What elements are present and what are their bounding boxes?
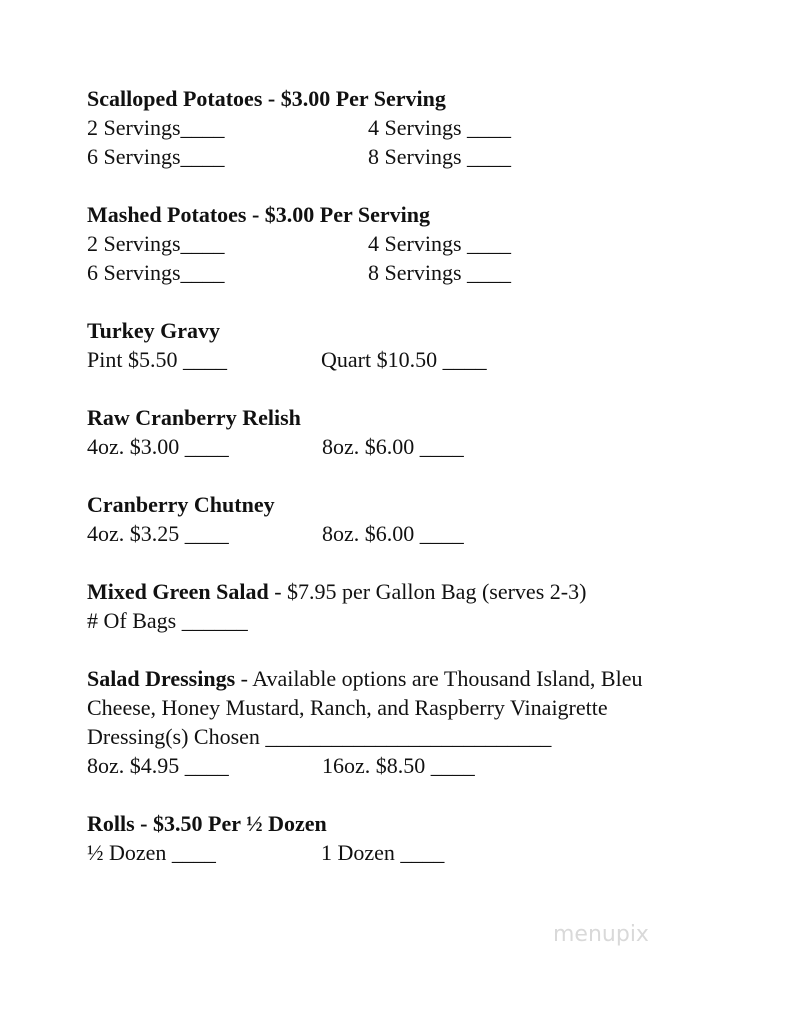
- mashed-potatoes-section: [87, 200, 737, 287]
- section-title: Salad Dressings: [87, 666, 236, 691]
- order-row: [87, 345, 737, 374]
- cranberry-chutney-section: [87, 490, 737, 548]
- section-heading: [87, 664, 687, 722]
- scalloped-potatoes-section: [87, 84, 737, 171]
- order-row: [87, 229, 737, 258]
- order-option[interactable]: Pint $5.50 ____: [87, 347, 227, 372]
- salad-dressings-section: [87, 664, 737, 780]
- raw-cranberry-relish-section: [87, 403, 737, 461]
- order-row: [87, 432, 737, 461]
- order-option[interactable]: 8oz. $6.00 ____: [322, 434, 464, 459]
- order-row: [87, 838, 737, 867]
- order-row: [87, 113, 737, 142]
- order-option[interactable]: 6 Servings____: [87, 260, 225, 285]
- order-option[interactable]: Quart $10.50 ____: [321, 347, 487, 372]
- menupix-watermark: menupix: [553, 922, 649, 947]
- order-row: [87, 519, 737, 548]
- order-row: [87, 258, 737, 287]
- section-title: Rolls - $3.50 Per ½ Dozen: [87, 811, 327, 836]
- order-option[interactable]: 8oz. $6.00 ____: [322, 521, 464, 546]
- bag-count-field[interactable]: # Of Bags ______: [87, 608, 248, 633]
- order-option[interactable]: 1 Dozen ____: [321, 840, 445, 865]
- order-option[interactable]: 8 Servings ____: [368, 144, 511, 169]
- section-title: Mashed Potatoes - $3.00 Per Serving: [87, 202, 430, 227]
- section-title: Scalloped Potatoes - $3.00 Per Serving: [87, 86, 446, 111]
- order-option[interactable]: 16oz. $8.50 ____: [322, 753, 475, 778]
- section-title: Mixed Green Salad: [87, 579, 269, 604]
- order-option[interactable]: 2 Servings____: [87, 115, 225, 140]
- order-option[interactable]: 2 Servings____: [87, 231, 225, 256]
- order-option[interactable]: 4 Servings ____: [368, 231, 511, 256]
- order-option[interactable]: 4oz. $3.00 ____: [87, 434, 229, 459]
- section-description: - $7.95 per Gallon Bag (serves 2-3): [268, 579, 587, 604]
- order-row: [87, 751, 737, 780]
- order-option[interactable]: 4oz. $3.25 ____: [87, 521, 229, 546]
- order-option[interactable]: 8oz. $4.95 ____: [87, 753, 229, 778]
- section-heading: [87, 577, 737, 606]
- order-option[interactable]: 8 Servings ____: [368, 260, 511, 285]
- order-option[interactable]: 6 Servings____: [87, 144, 225, 169]
- dressing-chosen-field[interactable]: Dressing(s) Chosen __________________________: [87, 724, 552, 749]
- section-title: Raw Cranberry Relish: [87, 405, 301, 430]
- section-description: - Available options are Thousand Island, Bleu Cheese, Honey Mustard, Ranch, and Raspberry Vinaigrette: [87, 666, 643, 720]
- rolls-section: [87, 809, 737, 867]
- turkey-gravy-section: [87, 316, 737, 374]
- menu-page: [87, 84, 737, 896]
- order-option[interactable]: 4 Servings ____: [368, 115, 511, 140]
- order-row: [87, 606, 737, 635]
- mixed-green-salad-section: [87, 577, 737, 635]
- order-row: [87, 142, 737, 171]
- section-title: Cranberry Chutney: [87, 492, 275, 517]
- section-title: Turkey Gravy: [87, 318, 221, 343]
- order-row: [87, 722, 737, 751]
- order-option[interactable]: ½ Dozen ____: [87, 840, 216, 865]
